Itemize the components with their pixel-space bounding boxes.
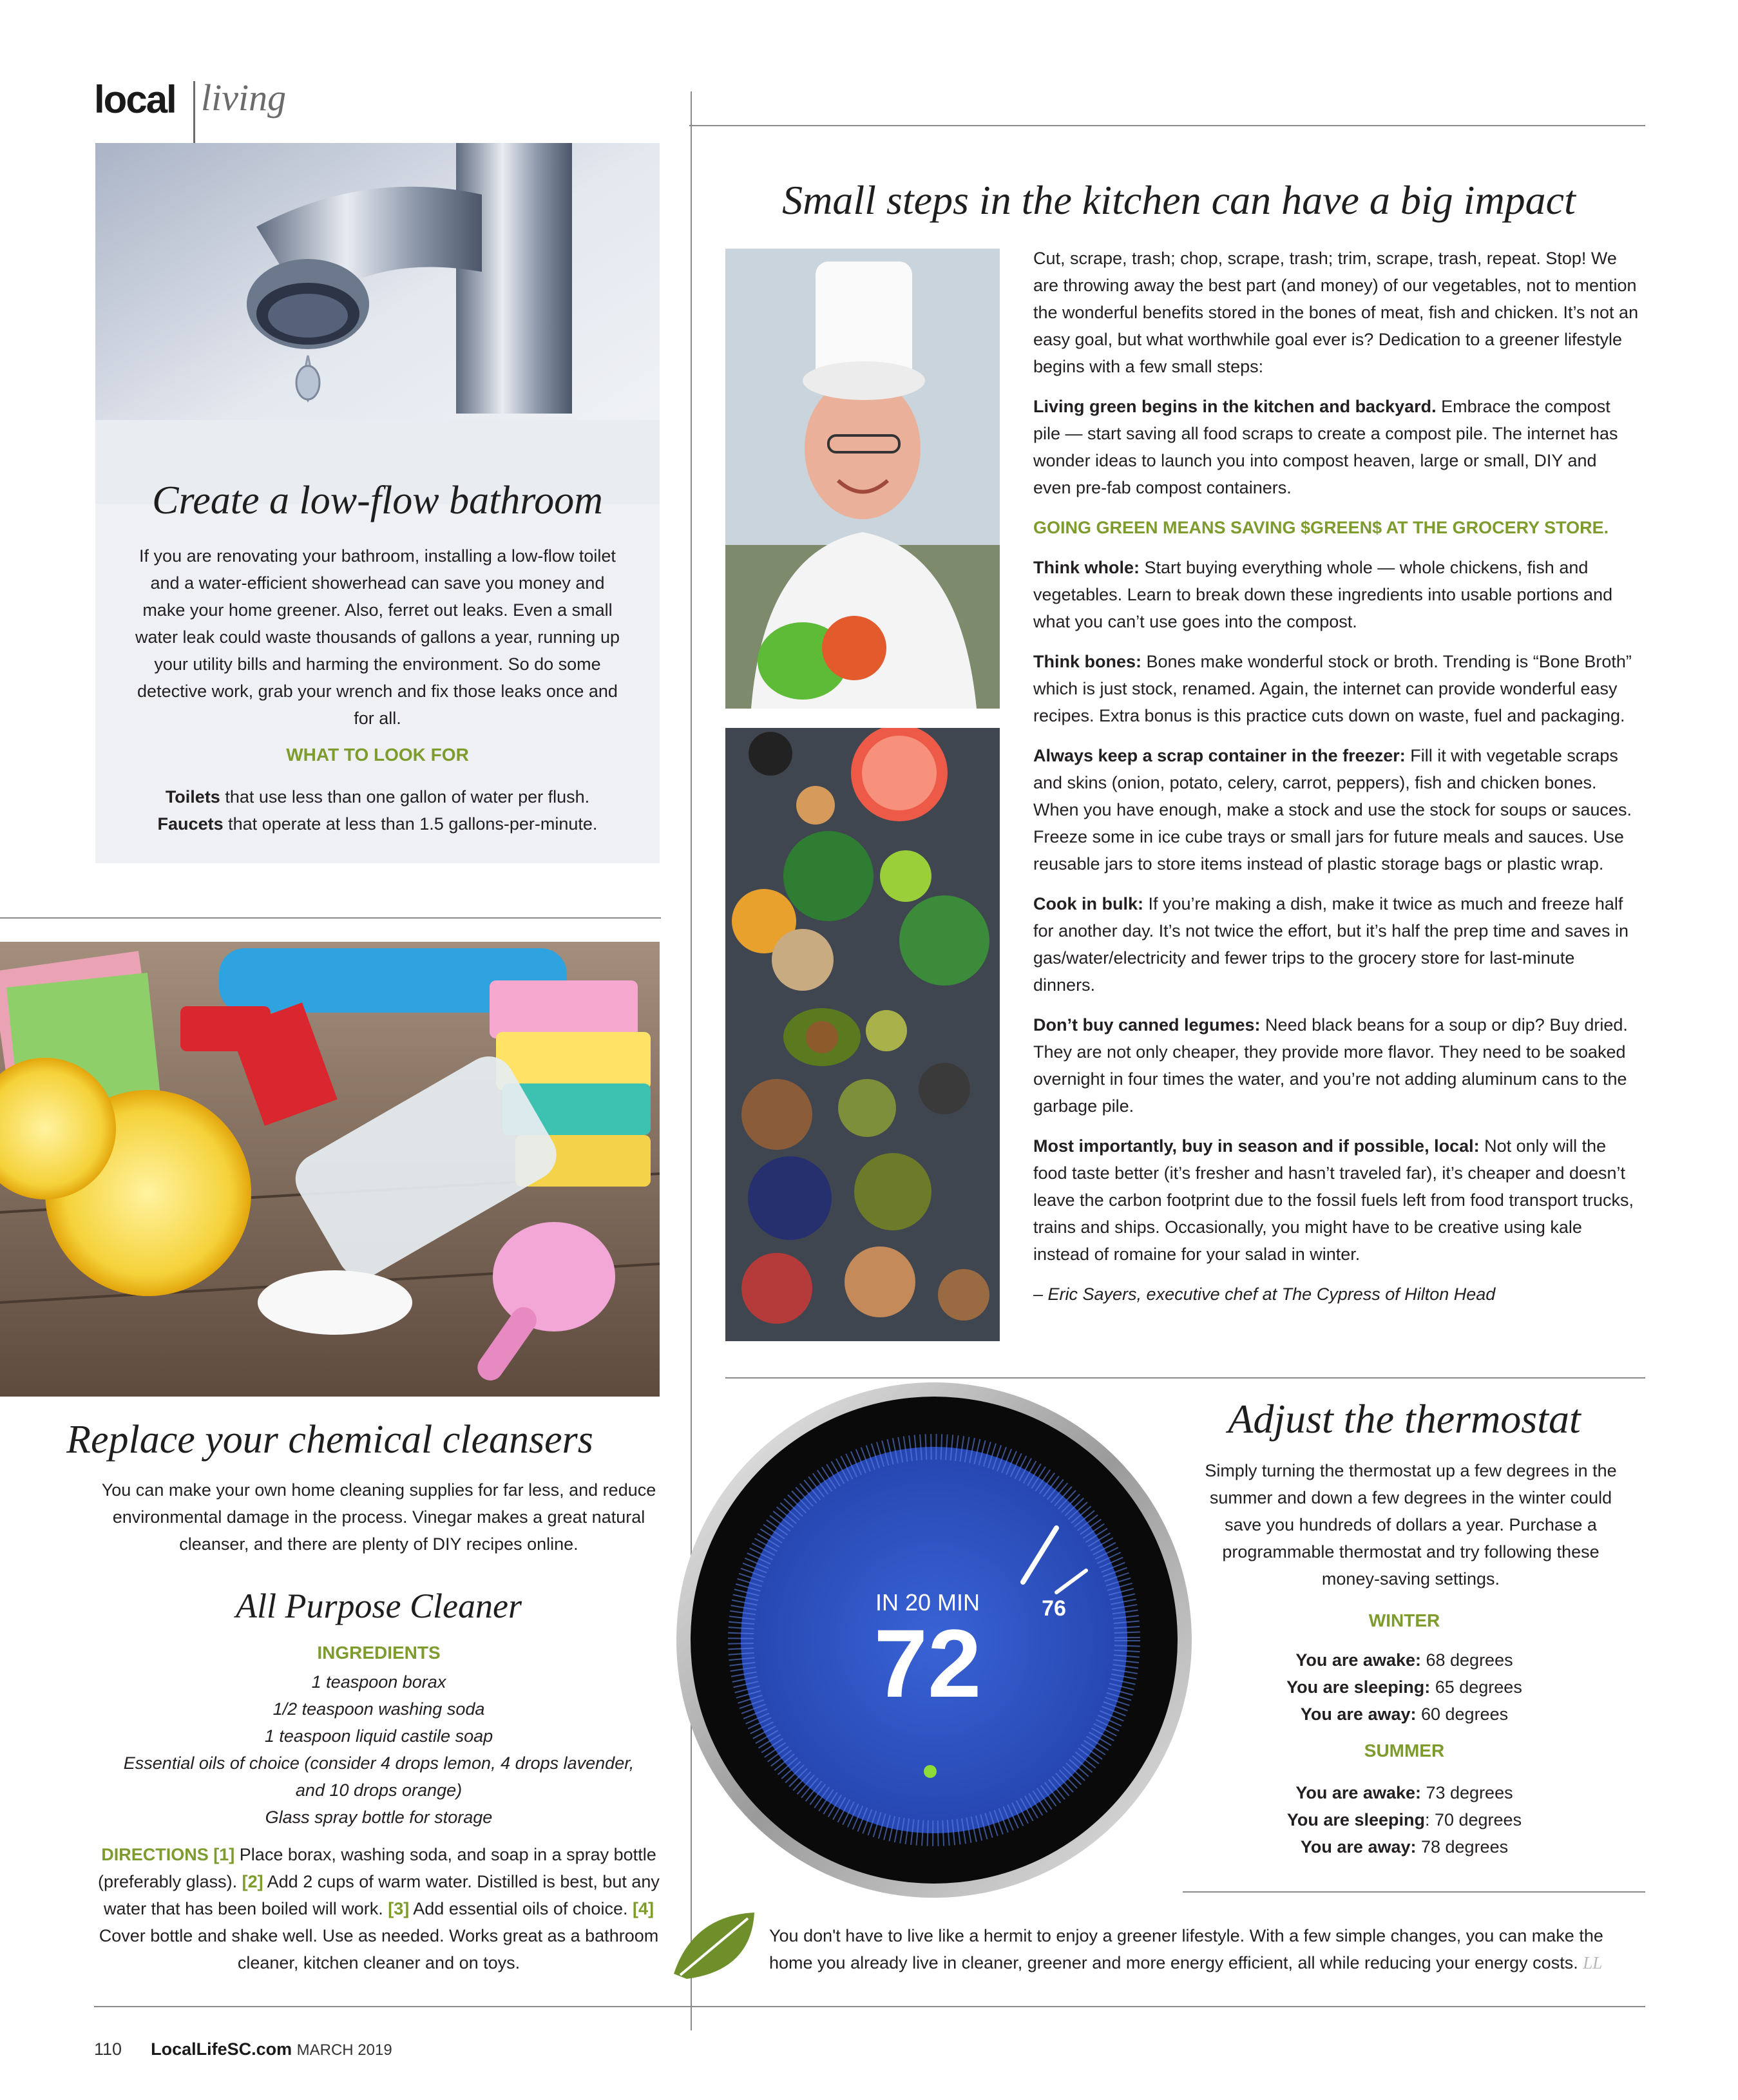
kitchen-subhead: GOING GREEN MEANS SAVING $GREEN$ AT THE GROCERY STORE.: [1033, 518, 1609, 537]
brand-local: local: [94, 78, 176, 121]
closing-note: You don't have to live like a hermit to enjoy a greener lifestyle. With a few simple changes, you can make the home you already live in cleaner, greener and more energy efficient, all while reducing your energy costs. LL: [769, 1926, 1603, 1972]
cleansers-body: You can make your own home cleaning supplies for far less, and reduce environmental damage in the process. Vinegar makes a great natural cleanser, and there are plenty of DIY recipes online.: [101, 1480, 656, 1554]
summer-label: SUMMER: [1364, 1741, 1445, 1761]
thermostat-body: Simply turning the thermostat up a few degrees in the summer and down a few degrees in the winter could save you hundreds of dollars a year. Purchase a programmable thermostat and try following these money-saving settings.: [1205, 1461, 1617, 1589]
thermostat-target: 76: [1042, 1596, 1066, 1621]
directions-block: DIRECTIONS [1] Place borax, washing soda, and soap in a spray bottle (preferably glass). [2] Add 2 cups of warm water. Distilled is best, but any water that has been boiled will work. [3] Add essential oils of choice. [4] Cover bottle and shake well. Use as needed. Works great as a bathroom cleaner, kitchen cleaner and on toys.: [98, 1845, 660, 1972]
faucet-photo: [95, 143, 660, 504]
cleansers-title: Replace your chemical cleansers: [66, 1418, 593, 1462]
bathroom-panel: [95, 143, 660, 863]
kitchen-article: [1033, 245, 1639, 1308]
header-rule: [689, 125, 1645, 126]
kitchen-tip: Most importantly, buy in season and if possible, local: Not only will the food taste better (it’s fresher and hasn’t traveled far), it’s cheaper and doesn’t leave the carbon footprint due to the fossil fuels left from food transport trucks, trains and ships. Occasionally, you might have to be creative using kale instead of romaine for your salad in winter.: [1033, 1136, 1634, 1264]
thermostat-title: Adjust the thermostat: [1228, 1396, 1581, 1442]
page-number: 110: [94, 2039, 122, 2059]
kitchen-intro: Cut, scrape, trash; chop, scrape, trash; trim, scrape, trash, repeat. Stop! We are throwing away the best part (and money) of our vegetables, not to mention the wonderful benefits stored in the bones of meat, fish and chicken. It’s not an easy goal, but what worthwhile goal ever is? Dedication to a greener lifestyle begins with a few small steps:: [1033, 249, 1639, 376]
setting-row: You are awake: 68 degrees: [1295, 1650, 1513, 1670]
cleaning-supplies-photo: [0, 942, 660, 1397]
ingredient-item: 1/2 teaspoon washing soda: [272, 1699, 485, 1719]
kitchen-tip: Don’t buy canned legumes: Need black beans for a soup or dip? Buy dried. They are not only cheaper, they provide more flavor. They need to be soaked overnight in four times the water, and you’re not adding aluminum cans to the garbage pile.: [1033, 1015, 1628, 1116]
masthead: [94, 77, 176, 142]
site-name: LocalLifeSC.com: [151, 2039, 292, 2059]
directions-label: DIRECTIONS: [101, 1845, 209, 1864]
thermostat-temp: 72: [874, 1609, 982, 1717]
kitchen-tip: Cook in bulk: If you’re making a dish, make it twice as much and freeze half for another day. It’s not twice the effort, but it’s half the prep time and saves in gas/water/electricity and fewer trips to the grocery store for last-minute dinners.: [1033, 894, 1629, 995]
thermostat-image: [670, 1376, 1198, 1904]
thermostat-status-dot: [924, 1765, 937, 1778]
kitchen-attribution: – Eric Sayers, executive chef at The Cypress of Hilton Head: [1033, 1284, 1496, 1304]
ingredient-item: 1 teaspoon borax: [311, 1672, 446, 1692]
leaf-icon: [667, 1909, 758, 1987]
recipe-title: All Purpose Cleaner: [236, 1587, 522, 1625]
bathroom-item-list: [95, 783, 660, 837]
food-spread-photo: [725, 728, 1000, 1341]
thermostat-time: IN 20 MIN: [875, 1589, 980, 1616]
setting-row: You are away: 78 degrees: [1300, 1837, 1509, 1857]
ingredients-label: INGREDIENTS: [317, 1643, 441, 1663]
left-section-rule: [0, 917, 661, 919]
ingredients-list: [95, 1668, 662, 1831]
bathroom-item: Toilets that use less than one gallon of water per flush.: [165, 787, 590, 807]
kitchen-tip: Always keep a scrap container in the freezer: Fill it with vegetable scraps and skins (onion, potato, celery, carrot, peppers), fish and chicken bones. When you have enough, make a stock and use the stock for soups or sauces. Freeze some in ice cube trays or small jars for future meals and sauces. Use reusable jars to store items instead of plastic storage bags or plastic wrap.: [1033, 746, 1632, 873]
kitchen-title: Small steps in the kitchen can have a big impact: [782, 177, 1576, 223]
setting-row: You are away: 60 degrees: [1300, 1704, 1509, 1724]
footer-rule: [94, 2006, 1645, 2007]
ingredient-item: Glass spray bottle for storage: [265, 1808, 493, 1827]
closing-top-rule: [1183, 1891, 1645, 1893]
winter-settings: [1179, 1647, 1630, 1728]
ingredient-item: Essential oils of choice (consider 4 drops lemon, 4 drops lavender,: [123, 1753, 635, 1773]
signoff: LL: [1583, 1953, 1603, 1972]
setting-row: You are awake: 73 degrees: [1295, 1783, 1513, 1802]
bathroom-body: If you are renovating your bathroom, installing a low-flow toilet and a water-efficient showerhead can save you money and make your home greener. Also, ferret out leaks. Even a small water leak could waste thousands of gallons a year, running up your utility bills and harming the environment. So do some detective work, grab your wrench and fix those leaks once and for all.: [135, 546, 620, 728]
bathroom-subhead: WHAT TO LOOK FOR: [286, 745, 469, 765]
chef-photo: [725, 249, 1000, 709]
setting-row: You are sleeping: 65 degrees: [1286, 1677, 1522, 1697]
page-footer: [94, 2039, 392, 2059]
kitchen-tip: Think bones: Bones make wonderful stock or broth. Trending is “Bone Broth” which is just stock, renamed. Again, the internet can provide wonderful easy recipes. Extra bonus is this practice cuts down on waste, fuel and packaging.: [1033, 652, 1632, 725]
bathroom-title: Create a low-flow bathroom: [152, 479, 603, 522]
ingredient-item: 1 teaspoon liquid castile soap: [264, 1726, 493, 1746]
issue-date: MARCH 2019: [296, 2041, 392, 2059]
kitchen-paragraph: Living green begins in the kitchen and backyard. Embrace the compost pile — start saving all food scraps to create a compost pile. The internet has wonder ideas to launch you into compost heaven, large or small, DIY and even pre-fab compost containers.: [1033, 397, 1618, 497]
ingredient-item: and 10 drops orange): [295, 1780, 463, 1800]
winter-label: WINTER: [1368, 1610, 1440, 1630]
masthead-section: living: [201, 77, 287, 119]
summer-settings: [1179, 1779, 1630, 1860]
bathroom-item: Faucets that operate at less than 1.5 gallons-per-minute.: [157, 814, 598, 834]
setting-row: You are sleeping: 70 degrees: [1286, 1810, 1522, 1829]
kitchen-tip: Think whole: Start buying everything whole — whole chickens, fish and vegetables. Learn to break down these ingredients into usable portions and what you can’t use goes into the compost.: [1033, 558, 1613, 631]
